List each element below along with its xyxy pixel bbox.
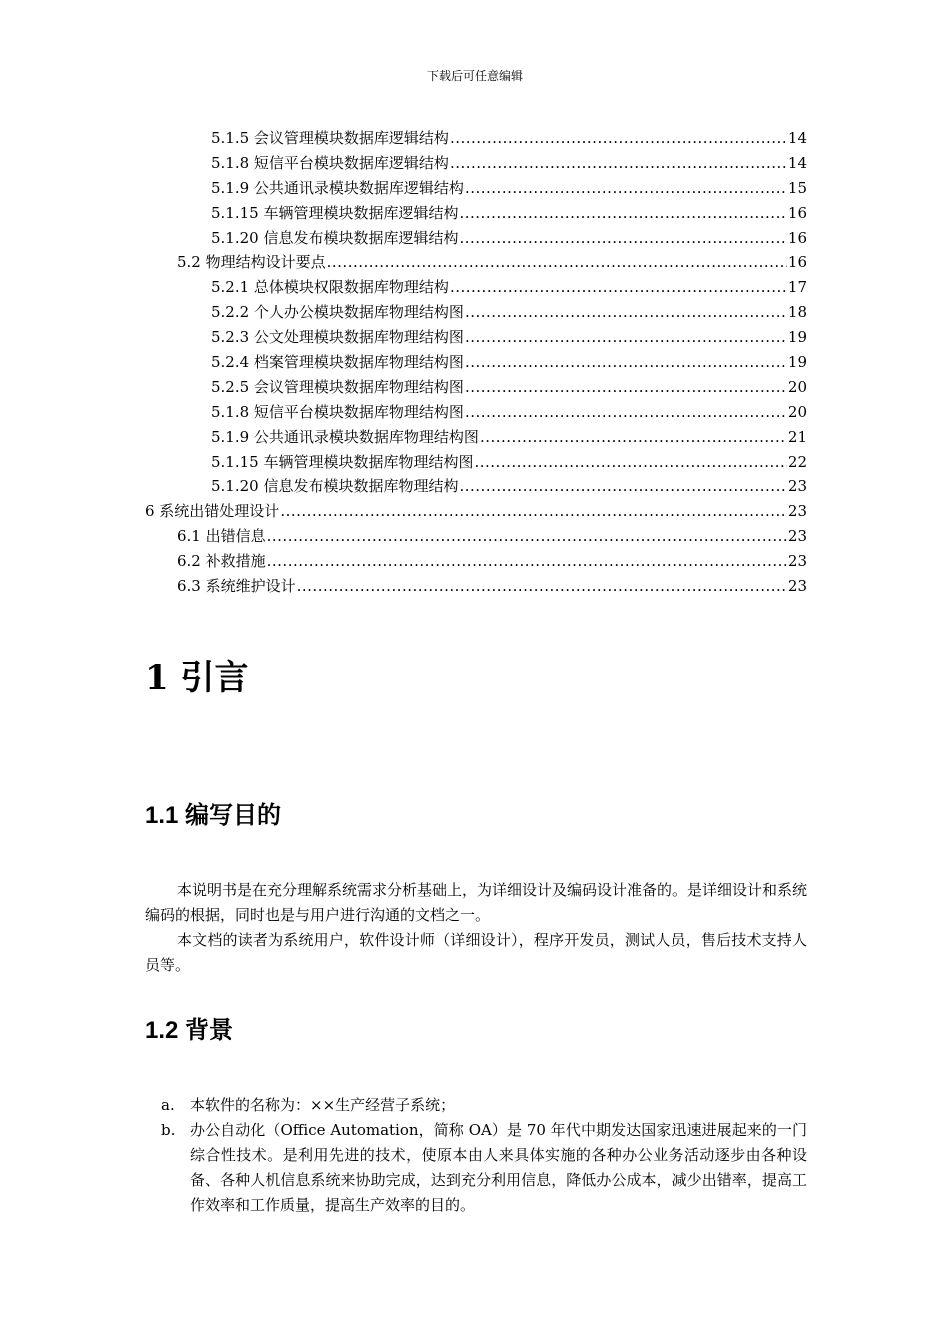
- toc-entry-page: 19: [787, 328, 807, 347]
- list-marker: a.: [161, 1096, 175, 1114]
- list-item-text: 本软件的名称为：××生产经营子系统；: [190, 1096, 456, 1114]
- toc-entry-page: 23: [787, 577, 807, 596]
- toc-entry[interactable]: [145, 549, 807, 574]
- toc-entry-page: 17: [787, 278, 807, 297]
- toc-entry-title: 6.2 补救措施: [177, 552, 266, 571]
- toc-entry-page: 18: [787, 303, 807, 322]
- toc-entry-title: 5.2.1 总体模块权限数据库物理结构: [211, 278, 449, 297]
- toc-leader-dots: [465, 400, 787, 425]
- section-title-background: 1.2 背景: [145, 1017, 234, 1044]
- toc-entry-title: 5.1.15 车辆管理模块数据库物理结构图: [211, 452, 474, 471]
- section-title-purpose: 1.1 编写目的: [145, 802, 282, 829]
- toc-entry-page: 22: [787, 452, 807, 471]
- toc-leader-dots: [465, 176, 787, 201]
- toc-entry-page: 23: [787, 552, 807, 571]
- toc-leader-dots: [465, 300, 787, 325]
- toc-entry[interactable]: [145, 275, 807, 300]
- toc-entry[interactable]: [145, 250, 807, 275]
- toc-entry-title: 6.1 出错信息: [177, 527, 266, 546]
- toc-entry-page: 14: [787, 129, 807, 147]
- toc-entry-page: 23: [787, 477, 807, 496]
- list-item: [145, 1093, 807, 1118]
- toc-entry-page: 15: [787, 178, 807, 197]
- toc-leader-dots: [450, 151, 787, 176]
- toc-entry-title: 5.1.9 公共通讯录模块数据库物理结构图: [211, 427, 479, 446]
- toc-entry[interactable]: [145, 201, 807, 226]
- list-marker: b.: [161, 1121, 176, 1139]
- toc-entry[interactable]: [145, 375, 807, 400]
- toc-leader-dots: [297, 574, 787, 599]
- toc-entry-page: 20: [787, 377, 807, 396]
- toc-leader-dots: [465, 325, 787, 350]
- toc-entry[interactable]: [145, 350, 807, 375]
- toc-leader-dots: [480, 425, 787, 450]
- toc-entry[interactable]: [145, 499, 807, 524]
- toc-leader-dots: [465, 375, 787, 400]
- toc-entry-title: 6 系统出错处理设计: [145, 502, 280, 521]
- toc-leader-dots: [459, 474, 786, 499]
- toc-entry-page: 19: [787, 353, 807, 372]
- toc-entry-title: 5.1.5 会议管理模块数据库逻辑结构: [211, 129, 449, 147]
- toc-entry-page: 14: [787, 153, 807, 172]
- toc-entry[interactable]: [145, 226, 807, 251]
- paragraph: 本文档的读者为系统用户，软件设计师（详细设计），程序开发员，测试人员，售后技术支持人员等。: [145, 931, 807, 974]
- toc-entry-page: 16: [787, 253, 807, 272]
- toc-entry-title: 5.1.8 短信平台模块数据库物理结构图: [211, 402, 464, 421]
- list-item-text: 办公自动化（Office Automation，简称 OA）是 70 年代中期发达国家迅速进展起来的一门综合性技术。是利用先进的技术，使原本由人来具体实施的各种办公业务活动逐步由各种设备、各种人机信息系统来协助完成，达到充分利用信息，降低办公成本，减少出错率，提高工作效率和工作质量，提高生产效率的目的。: [190, 1121, 807, 1214]
- toc-entry[interactable]: [145, 524, 807, 549]
- toc-entry-title: 5.2.2 个人办公模块数据库物理结构图: [211, 303, 464, 322]
- toc-entry-page: 23: [787, 527, 807, 546]
- toc-entry-title: 5.1.9 公共通讯录模块数据库逻辑结构: [211, 178, 464, 197]
- toc-entry-title: 5.2 物理结构设计要点: [177, 253, 326, 272]
- toc-leader-dots: [280, 499, 787, 524]
- toc-leader-dots: [474, 450, 786, 475]
- paragraph: 本说明书是在充分理解系统需求分析基础上，为详细设计及编码设计准备的。是详细设计和系统编码的根据，同时也是与用户进行沟通的文档之一。: [145, 881, 808, 924]
- toc-entry-title: 5.1.20 信息发布模块数据库逻辑结构: [211, 228, 459, 247]
- toc-entry-title: 5.2.4 档案管理模块数据库物理结构图: [211, 353, 464, 372]
- toc-entry[interactable]: [145, 425, 807, 450]
- toc-entry[interactable]: [145, 400, 807, 425]
- section-title-introduction: 1 引言: [145, 658, 249, 698]
- toc-entry-title: 6.3 系统维护设计: [177, 577, 296, 596]
- toc-entry-page: 16: [787, 203, 807, 222]
- toc-entry-title: 5.1.20 信息发布模块数据库物理结构: [211, 477, 459, 496]
- toc-leader-dots: [465, 350, 787, 375]
- toc-entry[interactable]: [145, 574, 807, 599]
- toc-leader-dots: [327, 250, 787, 275]
- toc-leader-dots: [450, 275, 787, 300]
- toc-entry[interactable]: [145, 300, 807, 325]
- toc-leader-dots: [267, 549, 787, 574]
- toc-leader-dots: [459, 226, 786, 251]
- page-header: 下载后可任意编辑: [426, 69, 523, 83]
- background-list: [145, 1093, 807, 1218]
- toc-entry[interactable]: [145, 450, 807, 475]
- toc-entry[interactable]: [145, 151, 807, 176]
- toc-entry-title: 5.2.5 会议管理模块数据库物理结构图: [211, 377, 464, 396]
- toc-entry[interactable]: [145, 325, 807, 350]
- toc-leader-dots: [450, 126, 787, 151]
- toc-entry[interactable]: [145, 474, 807, 499]
- toc-entry-page: 16: [787, 228, 807, 247]
- toc-entry-title: 5.2.3 公文处理模块数据库物理结构图: [211, 328, 464, 347]
- toc-entry-title: 5.1.8 短信平台模块数据库逻辑结构: [211, 153, 449, 172]
- toc-entry[interactable]: [145, 126, 807, 151]
- table-of-contents: [145, 126, 807, 599]
- toc-leader-dots: [459, 201, 786, 226]
- list-item: [145, 1118, 807, 1218]
- toc-entry[interactable]: [145, 176, 807, 201]
- toc-leader-dots: [267, 524, 787, 549]
- toc-entry-title: 5.1.15 车辆管理模块数据库逻辑结构: [211, 203, 459, 222]
- toc-entry-page: 23: [787, 502, 807, 521]
- toc-entry-page: 21: [787, 427, 807, 446]
- toc-entry-page: 20: [787, 402, 807, 421]
